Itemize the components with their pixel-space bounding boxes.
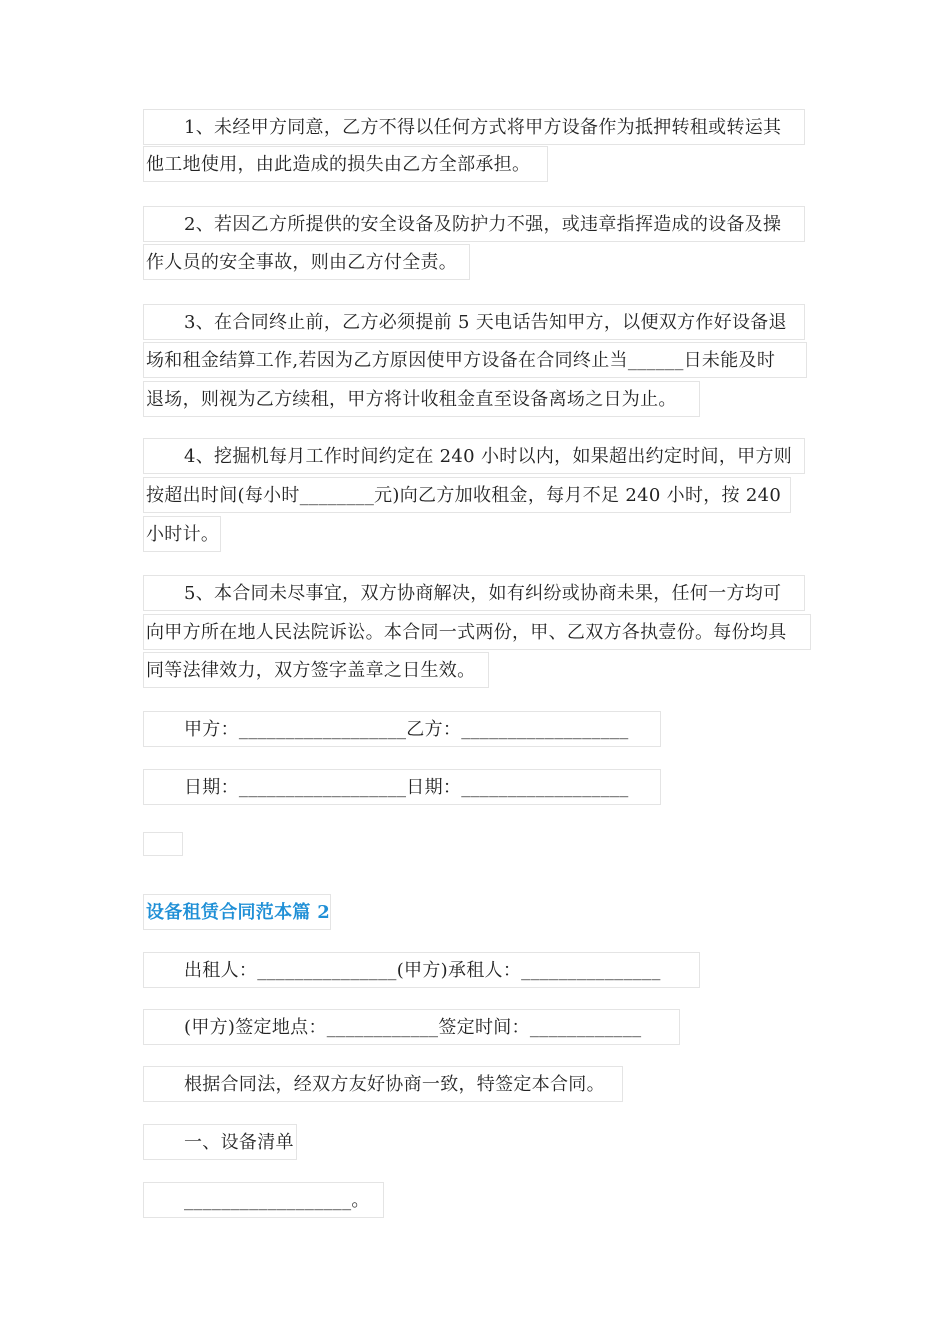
item-1-heading: 一、设备清单 [143, 1124, 297, 1160]
item-1-blank-line: __________________。 [143, 1182, 384, 1218]
clause-1-line-2: 他工地使用，由此造成的损失由乙方全部承担。 [143, 146, 548, 182]
signing-place-time-line: (甲方)签定地点：____________签定时间：____________ [143, 1009, 680, 1045]
section-2-heading: 设备租赁合同范本篇 2 [143, 894, 331, 930]
clause-5-line-3: 同等法律效力，双方签字盖章之日生效。 [143, 652, 489, 688]
signature-dates-line: 日期：__________________日期：__________________ [143, 769, 661, 805]
clause-4-line-2: 按超出时间(每小时________元)向乙方加收租金，每月不足 240 小时，按 240 [143, 477, 791, 513]
clause-2-line-1: 2、若因乙方所提供的安全设备及防护力不强，或违章指挥造成的设备及操 [143, 206, 805, 242]
clause-5-line-2: 向甲方所在地人民法院诉讼。本合同一式两份，甲、乙双方各执壹份。每份均具 [143, 614, 811, 650]
clause-1-line-1: 1、未经甲方同意，乙方不得以任何方式将甲方设备作为抵押转租或转运其 [143, 109, 805, 145]
clause-5-line-1: 5、本合同未尽事宜，双方协商解决，如有纠纷或协商未果，任何一方均可 [143, 575, 805, 611]
clause-2-line-2: 作人员的安全事故，则由乙方付全责。 [143, 244, 470, 280]
signature-parties-line: 甲方：__________________乙方：__________________ [143, 711, 661, 747]
clause-3-line-3: 退场，则视为乙方续租，甲方将计收租金直至设备离场之日为止。 [143, 381, 700, 417]
clause-3-line-2: 场和租金结算工作,若因为乙方原因使甲方设备在合同终止当______日未能及时 [143, 342, 807, 378]
lessor-lessee-line: 出租人：_______________(甲方)承租人：_______________ [143, 952, 700, 988]
empty-paragraph-box [143, 832, 183, 856]
clause-3-line-1: 3、在合同终止前，乙方必须提前 5 天电话告知甲方，以便双方作好设备退 [143, 304, 805, 340]
intro-line: 根据合同法，经双方友好协商一致，特签定本合同。 [143, 1066, 623, 1102]
clause-4-line-3: 小时计。 [143, 516, 221, 552]
clause-4-line-1: 4、挖掘机每月工作时间约定在 240 小时以内，如果超出约定时间，甲方则 [143, 438, 805, 474]
